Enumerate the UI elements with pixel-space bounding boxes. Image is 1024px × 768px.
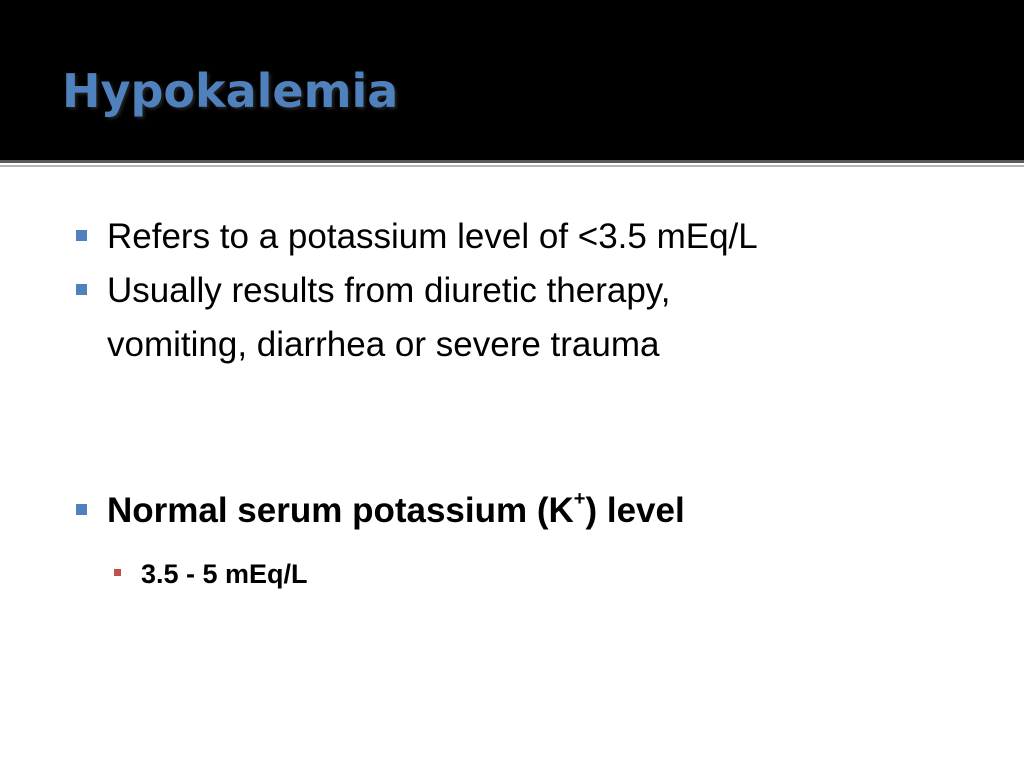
bullet-text-line: vomiting, diarrhea or severe trauma (107, 325, 660, 364)
superscript-plus: + (573, 488, 586, 511)
bullet-text (107, 484, 685, 538)
divider-line (0, 160, 1024, 163)
title-bar (0, 0, 1024, 160)
slide-title: Hypokalemia (62, 64, 399, 118)
bullet-text-line: Usually results from diuretic therapy, (107, 271, 671, 310)
sub-bullet-text: 3.5 - 5 mEq/L (141, 559, 308, 589)
bullet-text (107, 264, 670, 372)
bullet-text-start: Normal serum potassium (K (107, 491, 574, 530)
bullet-text-end: ) level (585, 491, 685, 530)
bullet-text: Refers to a potassium level of <3.5 mEq/L (107, 217, 758, 256)
square-sub-bullet-icon (114, 569, 121, 576)
divider-line-light (0, 165, 1024, 167)
square-bullet-icon (76, 284, 87, 295)
square-bullet-icon (76, 504, 87, 515)
square-bullet-icon (76, 230, 87, 241)
